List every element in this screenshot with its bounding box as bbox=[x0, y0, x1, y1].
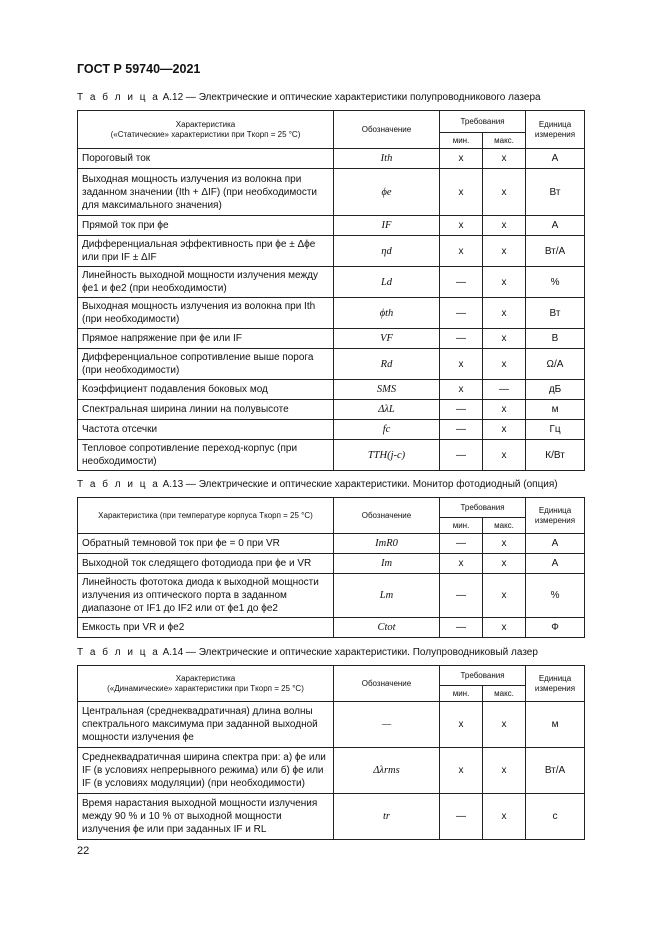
max-cell: x bbox=[483, 702, 526, 748]
max-cell: x bbox=[483, 400, 526, 420]
table-row bbox=[78, 267, 585, 298]
char-header-line1: Характеристика bbox=[175, 673, 236, 683]
table-a13 bbox=[77, 497, 585, 638]
unit-cell: с bbox=[526, 794, 585, 840]
characteristic-cell: Выходная мощность излучения из волокна при заданном значении (Ith + ΔIF) (при необходимости для максимального значения) bbox=[78, 169, 334, 216]
table-row bbox=[78, 329, 585, 349]
designation-cell: IF bbox=[334, 216, 440, 236]
min-cell: — bbox=[440, 440, 483, 471]
char-header bbox=[78, 666, 334, 702]
designation-cell: Ctot bbox=[334, 618, 440, 638]
max-cell: x bbox=[483, 794, 526, 840]
table-row bbox=[78, 794, 585, 840]
table-row bbox=[78, 400, 585, 420]
max-cell: x bbox=[483, 554, 526, 574]
unit-cell: А bbox=[526, 534, 585, 554]
max-cell: x bbox=[483, 748, 526, 794]
table-row bbox=[78, 554, 585, 574]
char-header bbox=[78, 111, 334, 149]
max-cell: x bbox=[483, 267, 526, 298]
page-number: 22 bbox=[77, 845, 90, 857]
max-cell: x bbox=[483, 440, 526, 471]
unit-cell: Вт/А bbox=[526, 236, 585, 267]
designation-cell: Δλrms bbox=[334, 748, 440, 794]
table-row bbox=[78, 574, 585, 618]
max-cell: x bbox=[483, 420, 526, 440]
max-cell: x bbox=[483, 534, 526, 554]
char-header-line1: Характеристика bbox=[175, 119, 236, 129]
unit-cell: Вт bbox=[526, 169, 585, 216]
designation-cell: Ld bbox=[334, 267, 440, 298]
characteristic-cell: Линейность фототока диода к выходной мощности излучения из оптического порта в заданном диапазоне от IF1 до IF2 или от ϕe1 до ϕe2 bbox=[78, 574, 334, 618]
min-cell: — bbox=[440, 574, 483, 618]
min-cell: — bbox=[440, 794, 483, 840]
characteristic-cell: Дифференциальное сопротивление выше порога (при необходимости) bbox=[78, 349, 334, 380]
table-row bbox=[78, 149, 585, 169]
min-cell: x bbox=[440, 169, 483, 216]
table-row bbox=[78, 420, 585, 440]
caption-label: Т а б л и ц а bbox=[77, 647, 160, 658]
characteristic-cell: Среднеквадратичная ширина спектра при: а) ϕe или IF (в условиях непрерывного режима) или б) ϕe или IF (в условиях модуляции) (при необходимости) bbox=[78, 748, 334, 794]
max-header: макс. bbox=[483, 133, 526, 149]
unit-header: Единица измерения bbox=[526, 111, 585, 149]
caption-text: А.12 — Электрические и оптические характеристики полупроводникового лазера bbox=[162, 92, 541, 103]
min-cell: x bbox=[440, 216, 483, 236]
min-cell: x bbox=[440, 380, 483, 400]
requirements-header: Требования bbox=[440, 666, 526, 686]
max-cell: x bbox=[483, 329, 526, 349]
table-row bbox=[78, 380, 585, 400]
unit-cell: м bbox=[526, 400, 585, 420]
unit-cell: А bbox=[526, 554, 585, 574]
caption-label: Т а б л и ц а bbox=[77, 92, 160, 103]
unit-cell: дБ bbox=[526, 380, 585, 400]
table-row bbox=[78, 349, 585, 380]
designation-cell: fc bbox=[334, 420, 440, 440]
designation-cell: — bbox=[334, 702, 440, 748]
requirements-header: Требования bbox=[440, 111, 526, 133]
designation-header: Обозначение bbox=[334, 666, 440, 702]
characteristic-cell: Прямой ток при ϕe bbox=[78, 216, 334, 236]
table-a12-caption bbox=[77, 92, 541, 103]
characteristic-cell: Спектральная ширина линии на полувысоте bbox=[78, 400, 334, 420]
table-row bbox=[78, 618, 585, 638]
designation-cell: Ith bbox=[334, 149, 440, 169]
unit-header: Единица измерения bbox=[526, 666, 585, 702]
min-cell: — bbox=[440, 267, 483, 298]
designation-header: Обозначение bbox=[334, 111, 440, 149]
char-header-line2: («Динамические» характеристики при Tкорп = 25 °С) bbox=[107, 683, 304, 693]
table-a14 bbox=[77, 665, 585, 840]
designation-cell: VF bbox=[334, 329, 440, 349]
max-cell: — bbox=[483, 380, 526, 400]
min-cell: — bbox=[440, 329, 483, 349]
characteristic-cell: Время нарастания выходной мощности излучения между 90 % и 10 % от выходной мощности излучения ϕe или при заданных IF и RL bbox=[78, 794, 334, 840]
characteristic-cell: Коэффициент подавления боковых мод bbox=[78, 380, 334, 400]
designation-cell: ϕth bbox=[334, 298, 440, 329]
standard-header: ГОСТ Р 59740—2021 bbox=[77, 62, 201, 76]
max-cell: x bbox=[483, 298, 526, 329]
caption-text: А.14 — Электрические и оптические характеристики. Полупроводниковый лазер bbox=[162, 647, 538, 658]
designation-cell: ϕe bbox=[334, 169, 440, 216]
unit-cell: А bbox=[526, 216, 585, 236]
characteristic-cell: Обратный темновой ток при ϕe = 0 при VR bbox=[78, 534, 334, 554]
min-cell: — bbox=[440, 298, 483, 329]
characteristic-cell: Выходная мощность излучения из волокна при Ith (при необходимости) bbox=[78, 298, 334, 329]
unit-cell: Ф bbox=[526, 618, 585, 638]
max-header: макс. bbox=[483, 518, 526, 534]
unit-cell: Гц bbox=[526, 420, 585, 440]
table-a13-caption bbox=[77, 479, 558, 490]
unit-cell: % bbox=[526, 267, 585, 298]
characteristic-cell: Центральная (среднеквадратичная) длина волны спектрального максимума при заданной выходной мощности излучения ϕe bbox=[78, 702, 334, 748]
designation-cell: Rd bbox=[334, 349, 440, 380]
caption-label: Т а б л и ц а bbox=[77, 479, 160, 490]
max-cell: x bbox=[483, 618, 526, 638]
table-a12 bbox=[77, 110, 585, 471]
table-a14-caption bbox=[77, 647, 538, 658]
unit-cell: Ω/А bbox=[526, 349, 585, 380]
unit-cell: А bbox=[526, 149, 585, 169]
caption-text: А.13 — Электрические и оптические характеристики. Монитор фотодиодный (опция) bbox=[162, 479, 558, 490]
designation-cell: Im bbox=[334, 554, 440, 574]
designation-cell: ηd bbox=[334, 236, 440, 267]
designation-cell: tr bbox=[334, 794, 440, 840]
table-row bbox=[78, 748, 585, 794]
designation-cell: SMS bbox=[334, 380, 440, 400]
characteristic-cell: Тепловое сопротивление переход-корпус (при необходимости) bbox=[78, 440, 334, 471]
table-row bbox=[78, 534, 585, 554]
unit-cell: Вт/А bbox=[526, 748, 585, 794]
min-cell: — bbox=[440, 400, 483, 420]
unit-cell: м bbox=[526, 702, 585, 748]
min-cell: x bbox=[440, 748, 483, 794]
table-row bbox=[78, 702, 585, 748]
characteristic-cell: Выходной ток следящего фотодиода при ϕe и VR bbox=[78, 554, 334, 574]
max-cell: x bbox=[483, 574, 526, 618]
min-cell: x bbox=[440, 149, 483, 169]
unit-cell: В bbox=[526, 329, 585, 349]
min-cell: — bbox=[440, 420, 483, 440]
designation-cell: TTH(j-c) bbox=[334, 440, 440, 471]
table-row bbox=[78, 236, 585, 267]
designation-cell: Lm bbox=[334, 574, 440, 618]
requirements-header: Требования bbox=[440, 498, 526, 518]
min-cell: x bbox=[440, 554, 483, 574]
characteristic-cell: Прямое напряжение при ϕe или IF bbox=[78, 329, 334, 349]
min-header: мин. bbox=[440, 518, 483, 534]
min-cell: x bbox=[440, 236, 483, 267]
min-header: мин. bbox=[440, 133, 483, 149]
table-row bbox=[78, 216, 585, 236]
characteristic-cell: Емкость при VR и ϕe2 bbox=[78, 618, 334, 638]
min-cell: — bbox=[440, 534, 483, 554]
characteristic-cell: Линейность выходной мощности излучения между ϕe1 и ϕe2 (при необходимости) bbox=[78, 267, 334, 298]
unit-cell: Вт bbox=[526, 298, 585, 329]
min-cell: x bbox=[440, 702, 483, 748]
characteristic-cell: Дифференциальная эффективность при ϕe ± Δϕe или при IF ± ΔIF bbox=[78, 236, 334, 267]
designation-header: Обозначение bbox=[334, 498, 440, 534]
max-cell: x bbox=[483, 236, 526, 267]
table-row bbox=[78, 169, 585, 216]
max-cell: x bbox=[483, 349, 526, 380]
designation-cell: ImR0 bbox=[334, 534, 440, 554]
designation-cell: ΔλL bbox=[334, 400, 440, 420]
min-cell: x bbox=[440, 349, 483, 380]
table-row bbox=[78, 298, 585, 329]
characteristic-cell: Пороговый ток bbox=[78, 149, 334, 169]
char-header-line2: («Статические» характеристики при Tкорп = 25 °С) bbox=[110, 129, 301, 139]
max-cell: x bbox=[483, 149, 526, 169]
unit-header: Единица измерения bbox=[526, 498, 585, 534]
max-header: макс. bbox=[483, 686, 526, 702]
unit-cell: % bbox=[526, 574, 585, 618]
min-cell: — bbox=[440, 618, 483, 638]
characteristic-cell: Частота отсечки bbox=[78, 420, 334, 440]
table-row bbox=[78, 440, 585, 471]
unit-cell: К/Вт bbox=[526, 440, 585, 471]
max-cell: x bbox=[483, 169, 526, 216]
char-header: Характеристика (при температуре корпуса Tкорп = 25 °С) bbox=[78, 498, 334, 534]
min-header: мин. bbox=[440, 686, 483, 702]
max-cell: x bbox=[483, 216, 526, 236]
